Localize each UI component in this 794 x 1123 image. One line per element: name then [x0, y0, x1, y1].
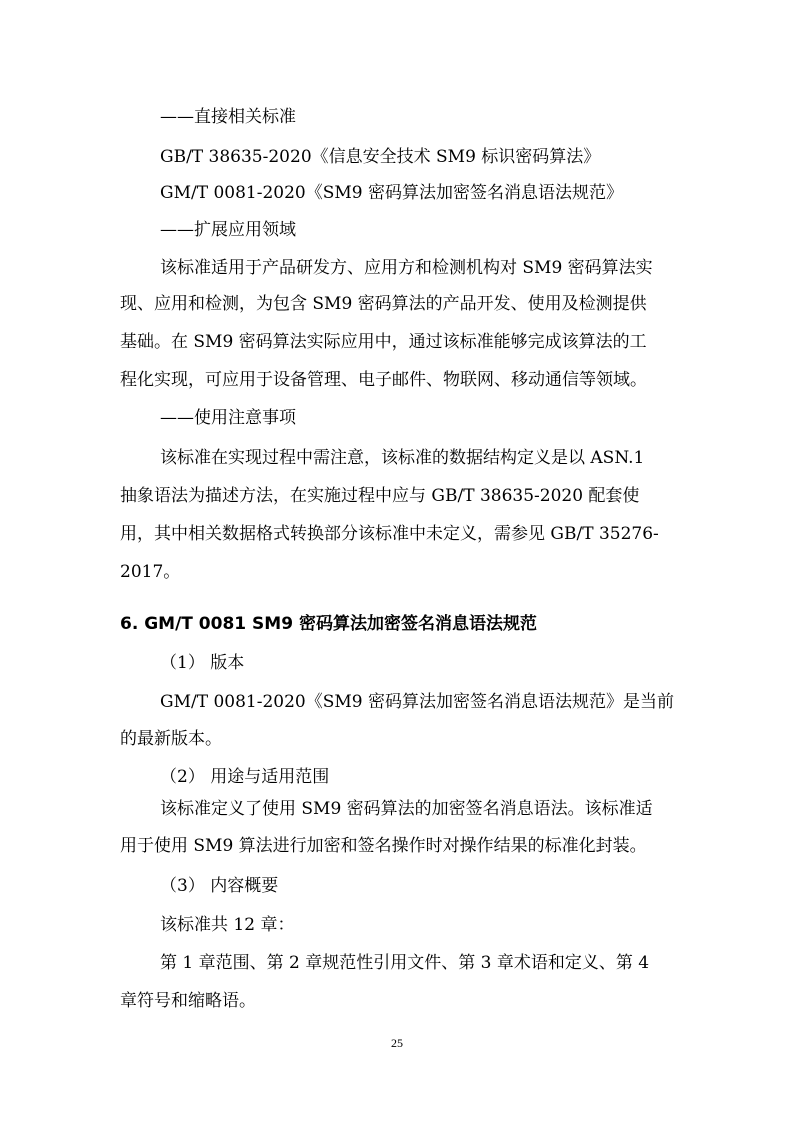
text-line: GM/T 0081-2020《SM9 密码算法加密签名消息语法规范》: [160, 183, 624, 203]
text-line: GM/T 0081-2020《SM9 密码算法加密签名消息语法规范》是当前: [160, 692, 675, 712]
subsection-title: （2） 用途与适用范围: [160, 767, 330, 787]
page-number: 25: [391, 1036, 403, 1050]
text-line: ——扩展应用领域: [160, 220, 296, 240]
text-line: 程化实现，可应用于设备管理、电子邮件、物联网、移动通信等领域。: [120, 370, 647, 390]
text-line: 用于使用 SM9 算法进行加密和签名操作时对操作结果的标准化封装。: [120, 836, 647, 856]
text-line: 该标准共 12 章：: [160, 915, 295, 935]
text-line: 第 1 章范围、第 2 章规范性引用文件、第 3 章术语和定义、第 4: [160, 953, 650, 973]
subsection-title: （3） 内容概要: [160, 876, 279, 896]
text-line: 章符号和缩略语。: [120, 991, 256, 1011]
text-line: 该标准定义了使用 SM9 密码算法的加密签名消息语法。该标准适: [160, 799, 653, 819]
text-line: 抽象语法为描述方法，在实施过程中应与 GB/T 38635-2020 配套使: [120, 486, 640, 506]
text-line: ——使用注意事项: [160, 408, 296, 428]
text-line: 该标准在实现过程中需注意，该标准的数据结构定义是以 ASN.1: [160, 448, 645, 468]
text-line: 用，其中相关数据格式转换部分该标准中未定义，需参见 GB/T 35276-: [120, 524, 659, 544]
section-heading: 6. GM/T 0081 SM9 密码算法加密签名消息语法规范: [120, 614, 537, 634]
text-line: 的最新版本。: [120, 729, 222, 749]
text-line: 基础。在 SM9 密码算法实际应用中，通过该标准能够完成该算法的工: [120, 332, 647, 352]
text-line: GB/T 38635-2020《信息安全技术 SM9 标识密码算法》: [160, 147, 601, 167]
text-line: 该标准适用于产品研发方、应用方和检测机构对 SM9 密码算法实: [160, 258, 653, 278]
text-line: ——直接相关标准: [160, 107, 296, 127]
text-line: 2017。: [120, 562, 181, 582]
text-line: 现、应用和检测，为包含 SM9 密码算法的产品开发、使用及检测提供: [120, 294, 647, 314]
subsection-title: （1） 版本: [160, 653, 245, 673]
